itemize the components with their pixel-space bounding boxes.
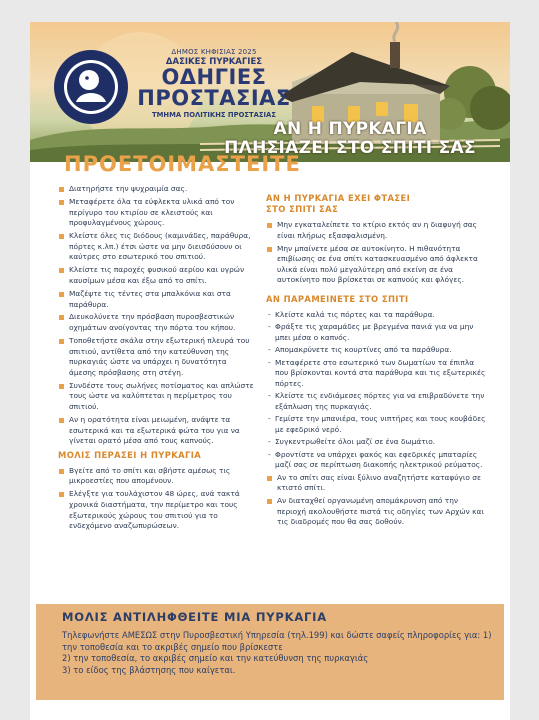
- prepare-list: [58, 184, 254, 447]
- emergency-call-line2: 2) την τοποθεσία, το ακριβές σημείο και την κατεύθυνση της πυρκαγιάς: [62, 653, 369, 664]
- emergency-call-panel: [36, 604, 504, 700]
- list-item: Μην εγκαταλείπετε το κτίριο εκτός αν η διαφυγή σας είναι πλήρως εξασφαλισμένη.: [266, 220, 488, 241]
- banner-title-line1: ΑΝ Η ΠΥΡΚΑΓΙΑ: [273, 119, 427, 139]
- list-item: Αν η ορατότητα είναι μειωμένη, ανάψτε τα εσωτερικά και τα εξωτερικά φώτα του για να γίνεται ορατό μέσα από τους καπνούς.: [58, 415, 254, 447]
- after-fire-list: [58, 466, 254, 532]
- banner-title-line2: ΠΛΗΣΙΑΖΕΙ ΣΤΟ ΣΠΙΤΙ ΣΑΣ: [224, 138, 476, 158]
- after-fire-heading: ΜΟΛΙΣ ΠΕΡΑΣΕΙ Η ΠΥΡΚΑΓΙΑ: [58, 449, 202, 460]
- main-title-line1: ΟΔΗΓΙΕΣ: [161, 65, 267, 89]
- list-item: Μαζέψτε τις τέντες στα μπαλκόνια και στα παράθυρα.: [58, 289, 254, 310]
- fire-reached-heading-line2: ΣΤΟ ΣΠΙΤΙ ΣΑΣ: [266, 204, 339, 214]
- stay-home-list: [266, 310, 488, 471]
- stay-home-heading: ΑΝ ΠΑΡΑΜΕΙΝΕΤΕ ΣΤΟ ΣΠΙΤΙ: [266, 293, 409, 304]
- list-item: - Μεταφέρετε στο εσωτερικό των δωματίων τα έπιπλα που βρίσκονται κοντά στα παράθυρα και τις εξωτερικές πόρτες.: [266, 358, 488, 390]
- list-item: - Φροντίστε να υπάρχει φακός και εφεδρικές μπαταρίες μαζί σας σε περίπτωση διακοπής ηλεκτρικού ρεύματος.: [266, 450, 488, 471]
- main-title-line2: ΠΡΟΣΤΑΣΙΑΣ: [137, 86, 291, 110]
- list-item: - Φράξτε τις χαραμάδες με βρεγμένα πανιά για να μην μπει μέσα ο καπνός.: [266, 322, 488, 343]
- prepare-heading: ΠΡΟΕΤΟΙΜΑΣΤΕΙΤΕ: [64, 152, 301, 176]
- list-item: Διατηρήστε την ψυχραιμία σας.: [58, 184, 254, 195]
- emergency-call-text: [62, 630, 492, 676]
- municipality-label: ΔΗΜΟΣ ΚΗΦΙΣΙΑΣ 2025: [171, 48, 257, 56]
- forest-fires-label: ΔΑΣΙΚΕΣ ΠΥΡΚΑΓΙΕΣ: [165, 57, 263, 67]
- left-column: [58, 184, 254, 534]
- emergency-call-line3: 3) το είδος της βλάστησης που καίγεται.: [62, 664, 236, 675]
- list-item: Αν το σπίτι σας είναι ξύλινο αναζητήστε καταφύγιο σε κτιστό σπίτι.: [266, 473, 488, 494]
- list-item: Κλείστε τις παροχές φυσικού αερίου και υγρών καυσίμων μέσα και έξω από το σπίτι.: [58, 265, 254, 286]
- list-item: Τοποθετήστε σκάλα στην εξωτερική πλευρά του σπιτιού, αντίθετα από την κατεύθυνση της πυρκαγιάς ώστε να υπάρχει η δυνατότητα άμεσης πρόσβασης στη στέγη.: [58, 336, 254, 378]
- list-item: Συνδέστε τους σωλήνες ποτίσματος και απλώστε τους ώστε να καλύπτεται η περίμετρος του σπιτιού.: [58, 381, 254, 413]
- right-column: [266, 190, 488, 530]
- fire-reached-heading: [266, 193, 488, 215]
- list-item: - Κλείστε καλά τις πόρτες και τα παράθυρα.: [266, 310, 488, 321]
- list-item: - Απομακρύνετε τις κουρτίνες από τα παράθυρα.: [266, 345, 488, 356]
- list-item: - Συγκεντρωθείτε όλοι μαζί σε ένα δωμάτιο.: [266, 437, 488, 448]
- list-item: Αν διαταχθεί οργανωμένη απομάκρυνση από την περιοχή ακολουθήστε πιστά τις οδηγίες των Αρχών και τις διαδρομές που θα σας δοθούν.: [266, 496, 488, 528]
- leaflet-page: [30, 22, 510, 720]
- list-item: - Κλείστε τις ενδιάμεσες πόρτες για να επιβραδύνετε την εξάπλωση της πυρκαγιάς.: [266, 391, 488, 412]
- list-item: Ελέγξτε για τουλάχιστον 48 ώρες, ανά τακτά χρονικά διαστήματα, την περίμετρο και τους εξωτερικούς χώρους του σπιτιού για το ενδεχόμενο αναζωπυρώσεων.: [58, 489, 254, 531]
- list-item: Μην μπαίνετε μέσα σε αυτοκίνητο. Η πιθανότητα επιβίωσης σε ένα σπίτι κατασκευασμένο από άφλεκτα υλικά είναι πολύ μεγαλύτερη από εκείνη σε ένα αυτοκίνητο που βρίσκεται σε καπνούς και φλόγες.: [266, 244, 488, 286]
- fire-reached-list: [266, 220, 488, 286]
- final-advice-list: [266, 473, 488, 528]
- list-item: Βγείτε από το σπίτι και σβήστε αμέσως τις μικροεστίες που απομένουν.: [58, 466, 254, 487]
- division-label: ΤΜΗΜΑ ΠΟΛΙΤΙΚΗΣ ΠΡΟΣΤΑΣΙΑΣ: [152, 111, 276, 119]
- emergency-call-line1: Τηλεφωνήστε ΑΜΕΣΩΣ στην Πυροσβεστική Υπηρεσία (τηλ.199) και δώστε σαφείς πληροφορίες για: 1) την τοποθεσία και το ακριβές σημείο που βρίσκεστε: [62, 630, 492, 652]
- hero-illustration: [30, 22, 510, 162]
- list-item: Διευκολύνετε την πρόσβαση πυροσβεστικών οχημάτων ανοίγοντας την πόρτα του κήπου.: [58, 312, 254, 333]
- emergency-call-heading: ΜΟΛΙΣ ΑΝΤΙΛΗΦΘΕΙΤΕ ΜΙΑ ΠΥΡΚΑΓΙΑ: [62, 610, 327, 624]
- list-item: Κλείστε όλες τις διόδους (καμινάδες, παράθυρα, πόρτες κ.λπ.) έτσι ώστε να μην διεισδύσουν οι καύτρες στο εσωτερικό του σπιτιού.: [58, 231, 254, 263]
- list-item: - Γεμίστε την μπανιέρα, τους νιπτήρες και τους κουβάδες με εφεδρικό νερό.: [266, 414, 488, 435]
- header-text-block: [114, 48, 314, 119]
- fire-reached-heading-line1: ΑΝ Η ΠΥΡΚΑΓΙΑ ΕΧΕΙ ΦΤΑΣΕΙ: [266, 193, 411, 203]
- list-item: Μεταφέρετε όλα τα εύφλεκτα υλικά από τον περίγυρο του κτιρίου σε κλειστούς και προφυλαγμένους χώρους.: [58, 197, 254, 229]
